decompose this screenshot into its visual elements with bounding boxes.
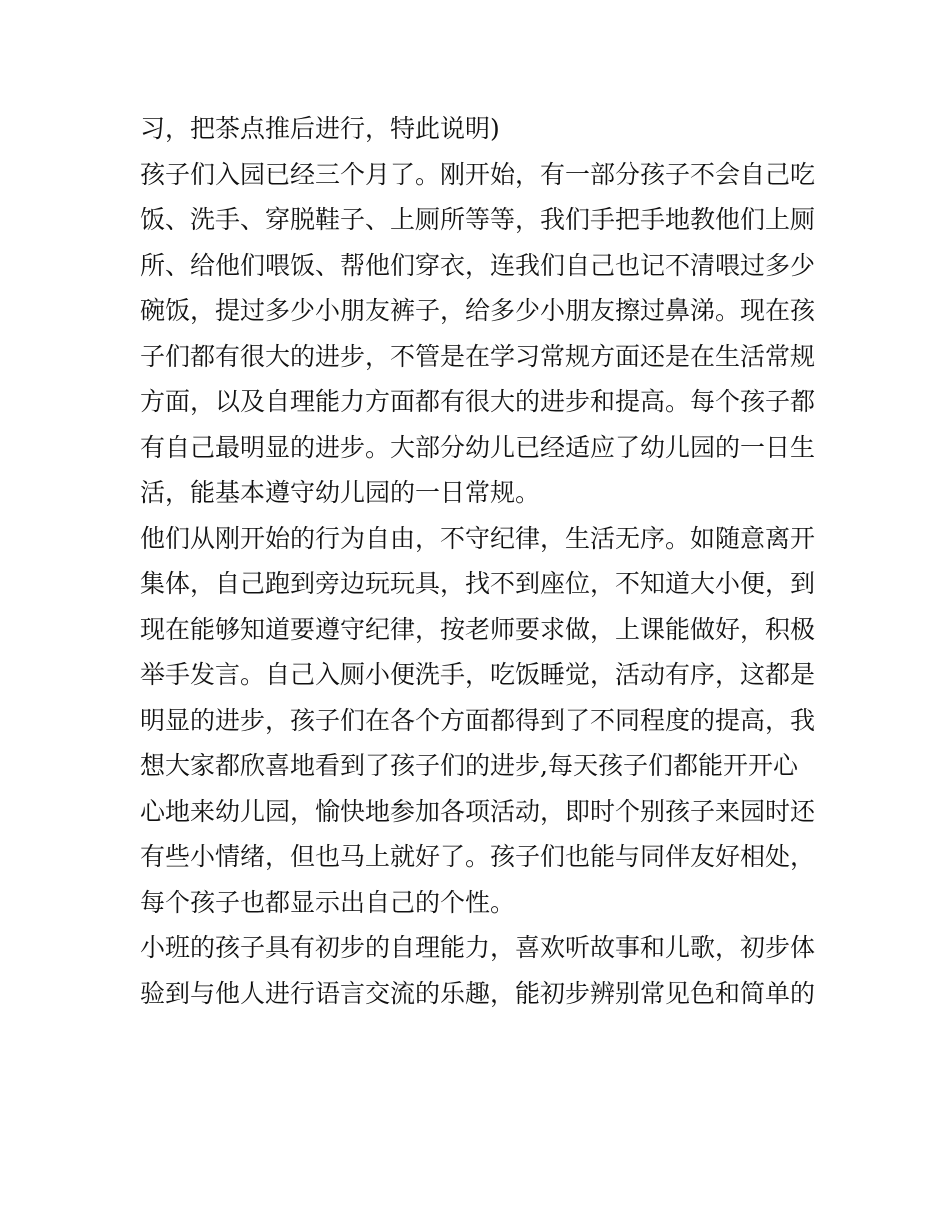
body-text <box>140 106 820 1016</box>
text-line: 明显的进步，孩子们在各个方面都得到了不同程度的提高，我 <box>140 705 816 735</box>
text-line: 碗饭，提过多少小朋友裤子，给多少小朋友擦过鼻涕。现在孩 <box>140 296 816 325</box>
text-line: 活，能基本遵守幼儿园的一日常规。 <box>140 478 541 507</box>
text-line: 想大家都欣喜地看到了孩子们的进步,每天孩子们都能开开心 <box>140 751 798 780</box>
text-line: 有些小情绪，但也马上就好了。孩子们也能与同伴友好相处， <box>140 842 816 871</box>
text-line: 子们都有很大的进步，不管是在学习常规方面还是在生活常规 <box>140 341 816 371</box>
text-line: 所、给他们喂饭、帮他们穿衣，连我们自己也记不清喂过多少 <box>140 250 816 280</box>
text-line: 孩子们入园已经三个月了。刚开始，有一部分孩子不会自己吃 <box>140 159 816 189</box>
text-line: 饭、洗手、穿脱鞋子、上厕所等等，我们手把手地教他们上厕 <box>140 205 816 234</box>
text-line: 方面，以及自理能力方面都有很大的进步和提高。每个孩子都 <box>140 387 816 416</box>
text-line: 举手发言。自己入厕小便洗手，吃饭睡觉，活动有序，这都是 <box>140 660 816 689</box>
text-line: 小班的孩子具有初步的自理能力，喜欢听故事和儿歌，初步体 <box>140 933 816 962</box>
text-line: 习，把茶点推后进行，特此说明) <box>140 114 500 143</box>
text-line: 现在能够知道要遵守纪律，按老师要求做，上课能做好，积极 <box>140 614 816 644</box>
text-line: 心地来幼儿园，愉快地参加各项活动，即时个别孩子来园时还 <box>140 796 816 826</box>
text-line: 集体，自己跑到旁边玩玩具，找不到座位，不知道大小便，到 <box>140 569 816 598</box>
text-line: 每个孩子也都显示出自己的个性。 <box>140 887 516 917</box>
text-line: 有自己最明显的进步。大部分幼儿已经适应了幼儿园的一日生 <box>140 432 816 462</box>
text-line: 他们从刚开始的行为自由，不守纪律，生活无序。如随意离开 <box>140 523 816 553</box>
text-line: 验到与他人进行语言交流的乐趣，能初步辨别常见色和简单的 <box>140 978 816 1008</box>
